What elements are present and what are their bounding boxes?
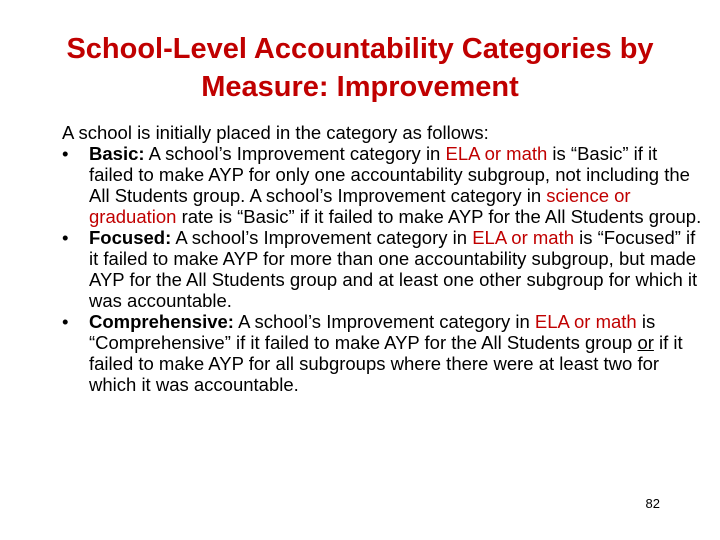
basic-highlight-ela-math: ELA or math: [445, 143, 548, 164]
focused-label: Focused:: [89, 227, 172, 248]
focused-highlight-ela-math: ELA or math: [472, 227, 574, 248]
comprehensive-text-2: is “Comprehensive” if it failed to make AYP for the All Students group: [89, 311, 656, 353]
page-number: 82: [645, 496, 660, 511]
basic-text-1: A school’s Improvement category in: [144, 143, 446, 164]
bullet-icon: •: [62, 311, 69, 332]
bullet-icon: •: [62, 143, 69, 164]
comprehensive-text-3: if it failed to make AYP for all subgroups where there were at least two for which it was accountable.: [89, 332, 683, 395]
category-list: [62, 143, 702, 395]
bullet-basic: [62, 143, 702, 227]
bullet-comprehensive: [62, 311, 702, 395]
comprehensive-text-1: A school’s Improvement category in: [233, 311, 535, 332]
basic-text-2: is “Basic” if it failed to make AYP for only one accountability subgroup, not including the All Students group. A school’s Improvement category in: [89, 143, 690, 206]
basic-label: Basic:: [89, 143, 145, 164]
bullet-icon: •: [62, 227, 69, 248]
slide-body: [62, 122, 702, 395]
comprehensive-label: Comprehensive:: [89, 311, 234, 332]
title-line-1: School-Level Accountability Categories by: [66, 33, 654, 65]
title-line-2: Measure: Improvement: [201, 71, 519, 103]
comprehensive-underlined-or: or: [637, 332, 654, 353]
basic-highlight-science-graduation: science or graduation: [89, 185, 631, 227]
intro-text: A school is initially placed in the category as follows:: [62, 122, 489, 143]
slide-title: [0, 30, 720, 106]
focused-text-2: is “Focused” if it failed to make AYP for more than one accountability subgroup, but made AYP for the All Students group and at least one other subgroup for which it was accountable.: [89, 227, 698, 311]
comprehensive-highlight-ela-math: ELA or math: [534, 311, 637, 332]
focused-text-1: A school’s Improvement category in: [171, 227, 473, 248]
bullet-focused: [62, 227, 702, 311]
basic-text-3: rate is “Basic” if it failed to make AYP for the All Students group.: [176, 206, 702, 227]
